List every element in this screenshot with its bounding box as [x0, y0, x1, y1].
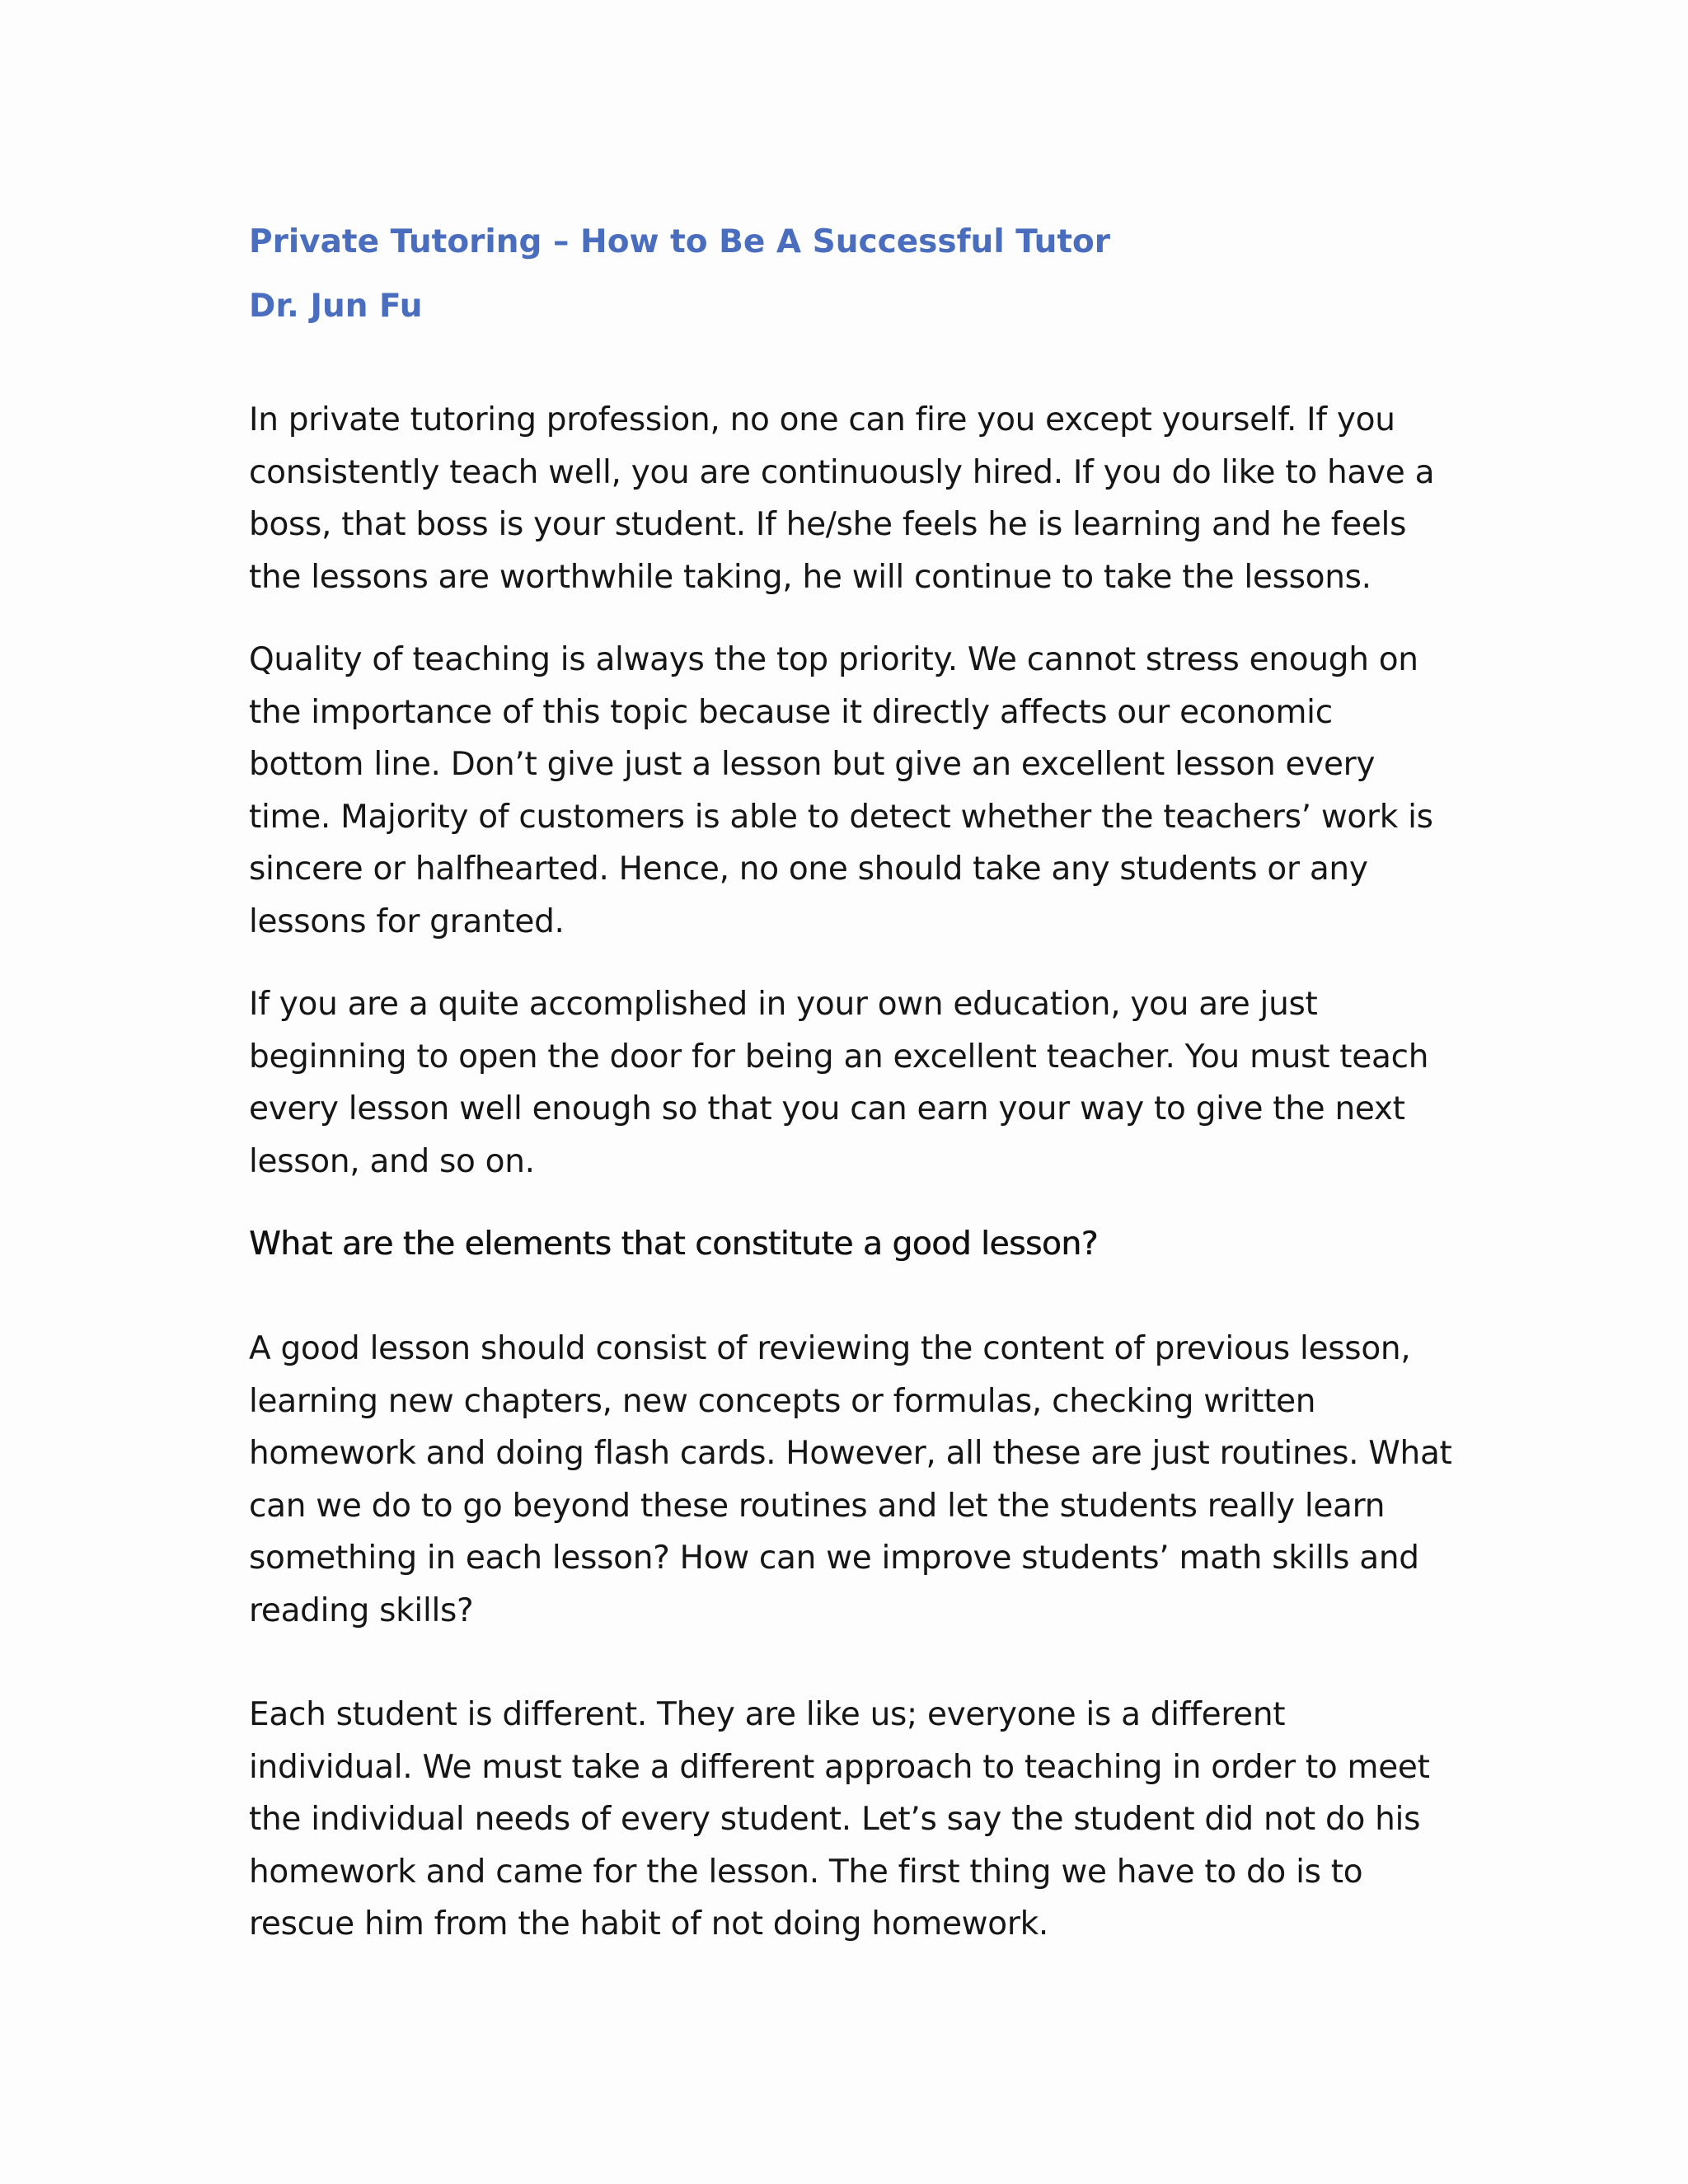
paragraph-1: In private tutoring profession, no one can fire you except yourself. If you consistently teach well, you are continuously hired. If you do like to have a boss, that boss is your student. If he/she feels he is learning and he feels the lessons are worthwhile taking, he will continue to take the lessons.	[249, 401, 1435, 596]
document-author: Dr. Jun Fu	[249, 288, 423, 325]
document-body	[249, 216, 1452, 1951]
paragraph-4: A good lesson should consist of reviewing the content of previous lesson, learning new chapters, new concepts or formulas, checking written homework and doing flash cards. However, all these are just routines. What can we do to go beyond these routines and let the students really learn something in each lesson? How can we improve students’ math skills and reading skills?	[249, 1330, 1452, 1629]
document-title: Private Tutoring – How to Be A Successful Tutor	[249, 223, 1111, 260]
paragraph-3: If you are a quite accomplished in your own education, you are just beginning to open the door for being an excellent teacher. You must teach every lesson well enough so that you can earn your way to give the next lesson, and so on.	[249, 986, 1429, 1180]
paragraph-2: Quality of teaching is always the top priority. We cannot stress enough on the importance of this topic because it directly affects our economic bottom line. Don’t give just a lesson but give an excellent lesson every time. Majority of customers is able to detect whether the teachers’ work is sincere or halfhearted. Hence, no one should take any students or any lessons for granted.	[249, 641, 1433, 940]
section-heading: What are the elements that constitute a good lesson?	[249, 1226, 1098, 1263]
paragraph-5: Each student is different. They are like us; everyone is a different individual. We must take a different approach to teaching in order to meet the individual needs of every student. Let’s say the student did not do his homework and came for the lesson. The first thing we have to do is to rescue him from the habit of not doing homework.	[249, 1696, 1430, 1943]
